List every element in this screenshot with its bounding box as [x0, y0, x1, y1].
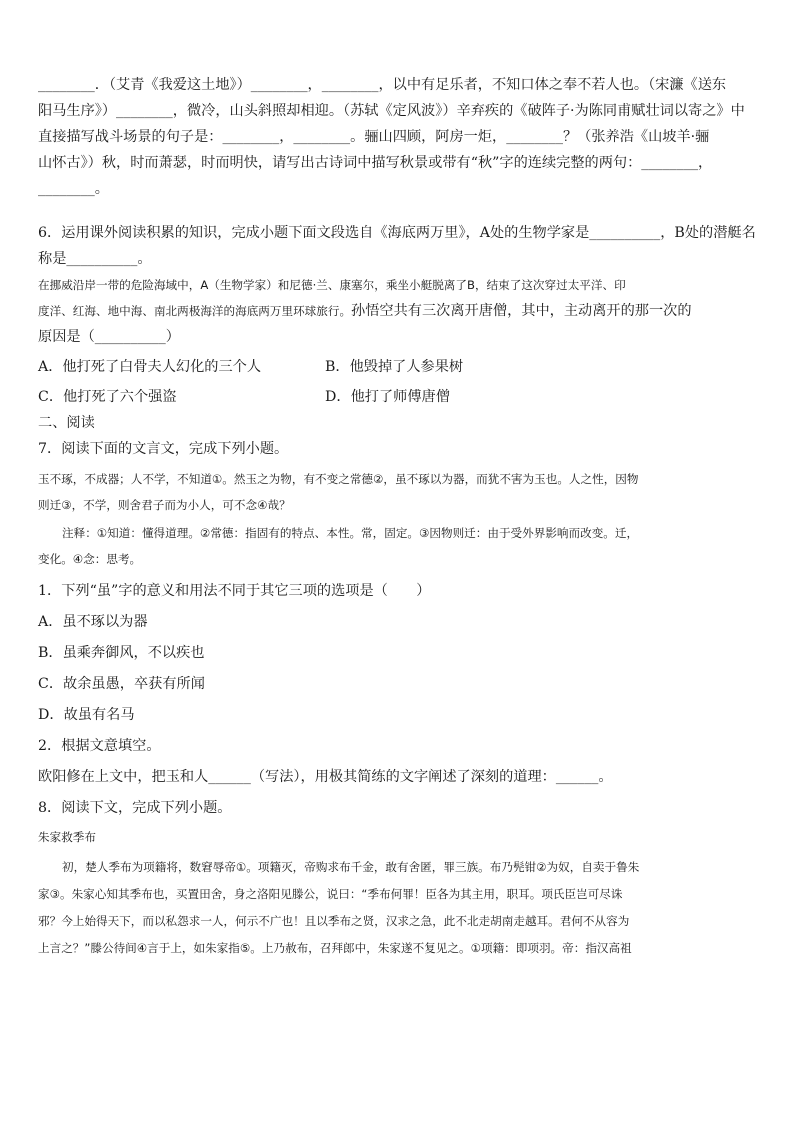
annotation-line: 注释：①知道：懂得道理。②常德：指固有的特点、本性。常，固定。③因物则迁：由于受外界影响而改变。迁，: [62, 526, 639, 540]
text-line: 阳马生序》）________，微冷，山头斜照却相迎。（苏轼《定风波》）辛弃疾的《破阵子·为陈同甫赋壮词以寄之》中: [38, 103, 745, 119]
exam-page: [38, 72, 758, 962]
option-d[interactable]: D．他打了师傅唐僧: [325, 389, 450, 405]
text-line: 2．根据文意填空。: [38, 738, 161, 754]
option-d[interactable]: D．故虽有名马: [38, 707, 135, 723]
spacer: [38, 206, 758, 220]
passage-line: 上言之？”滕公待间④言于上，如朱家指⑤。上乃赦布，召拜郎中，朱家遂不复见之。①项籍：即项羽。帝：指汉高祖: [38, 941, 632, 955]
classical-passage: [38, 466, 758, 518]
sub-question-1: [38, 576, 758, 731]
passage-8: [38, 854, 758, 962]
option-c[interactable]: C．他打死了六个强盗: [38, 389, 177, 405]
passage-line: 初，楚人季布为项籍将，数窘辱帝①。项籍灭，帝购求布千金，敢有舍匿，罪三族。布乃髡钳②为奴，自卖于鲁朱: [62, 860, 640, 874]
option-c[interactable]: C．故余虽愚，卒获有所闻: [38, 676, 205, 692]
question-5-block: [38, 72, 758, 202]
text-line: 称是__________。: [38, 251, 152, 267]
annotation-line: 变化。④念：思考。: [38, 552, 142, 566]
passage-line: 家③。朱家心知其季布也，买置田舍，身之洛阳见滕公，说曰：“季布何罪！臣各为其主用，职耳。项氏臣岂可尽诛: [38, 887, 623, 901]
option-b[interactable]: B．虽乘奔御风，不以疾也: [38, 645, 205, 661]
text-line: ________．（艾青《我爱这土地》）________，________，以中有足乐者，不知口体之奉不若人也。（宋濂《送东: [38, 77, 727, 93]
passage-line: 玉不琢，不成器；人不学，不知道①。然玉之为物，有不变之常德②，虽不琢以为器，而犹不害为玉也。人之性，因物: [38, 472, 639, 486]
question-6-block: [38, 220, 758, 410]
annotation-block: [38, 520, 758, 572]
passage-line: 则迁③，不学，则舍君子而为小人，可不念④哉？: [38, 498, 291, 512]
text-line: 山怀古》）秋，时而萧瑟，时而明快，请写出古诗词中描写秋景或带有“秋”字的连续完整的两句：________，: [38, 155, 713, 171]
mixed-line: [38, 298, 758, 324]
option-a[interactable]: A．他打死了白骨夫人幻化的三个人: [38, 359, 262, 375]
passage-fragment: 度洋、红海、地中海、南北两极海洋的海底两万里环球旅行。: [38, 304, 352, 318]
option-b[interactable]: B．他毁掉了人参果树: [325, 359, 464, 375]
passage-title: 朱家救季布: [38, 830, 96, 844]
option-a[interactable]: A．虽不琢以为器: [38, 614, 148, 630]
text-line: 原因是（__________）: [38, 329, 180, 345]
text-line: ________。: [38, 181, 109, 197]
sub-question-2: [38, 731, 758, 793]
passage-line: 在挪威沿岸一带的危险海域中，A（生物学家）和尼德·兰、康塞尔，乘坐小艇脱离了B，结束了这次穿过太平洋、印: [38, 278, 626, 292]
text-line: 欧阳修在上文中，把玉和人______（写法），用极其简练的文字阐述了深刻的道理：______。: [38, 769, 613, 785]
section-heading: 二、阅读: [38, 415, 95, 431]
passage-line: 邪？今上始得天下，而以私怨求一人，何示不广也！且以季布之贤，汉求之急，此不北走胡南走越耳。君何不从容为: [38, 914, 630, 928]
question-6-stem: 6．运用课外阅读积累的知识，完成小题下面文段选自《海底两万里》，A处的生物学家是__________，B处的潜艇名: [38, 225, 756, 241]
question-8-stem: 8．阅读下文，完成下列小题。: [38, 800, 232, 816]
question-7-stem: 7．阅读下面的文言文，完成下列小题。: [38, 441, 289, 457]
text-line: 直接描写战斗场景的句子是：________，________。骊山四顾，阿房一炬，________？（张养浩《山坡羊·骊: [38, 129, 710, 145]
question-fragment: 孙悟空共有三次离开唐僧，其中，主动离开的那一次的: [351, 303, 692, 319]
options-row: [38, 384, 758, 410]
text-line: 1．下列“虽”字的意义和用法不同于其它三项的选项是（ ）: [38, 583, 431, 599]
options-row: [38, 354, 758, 380]
